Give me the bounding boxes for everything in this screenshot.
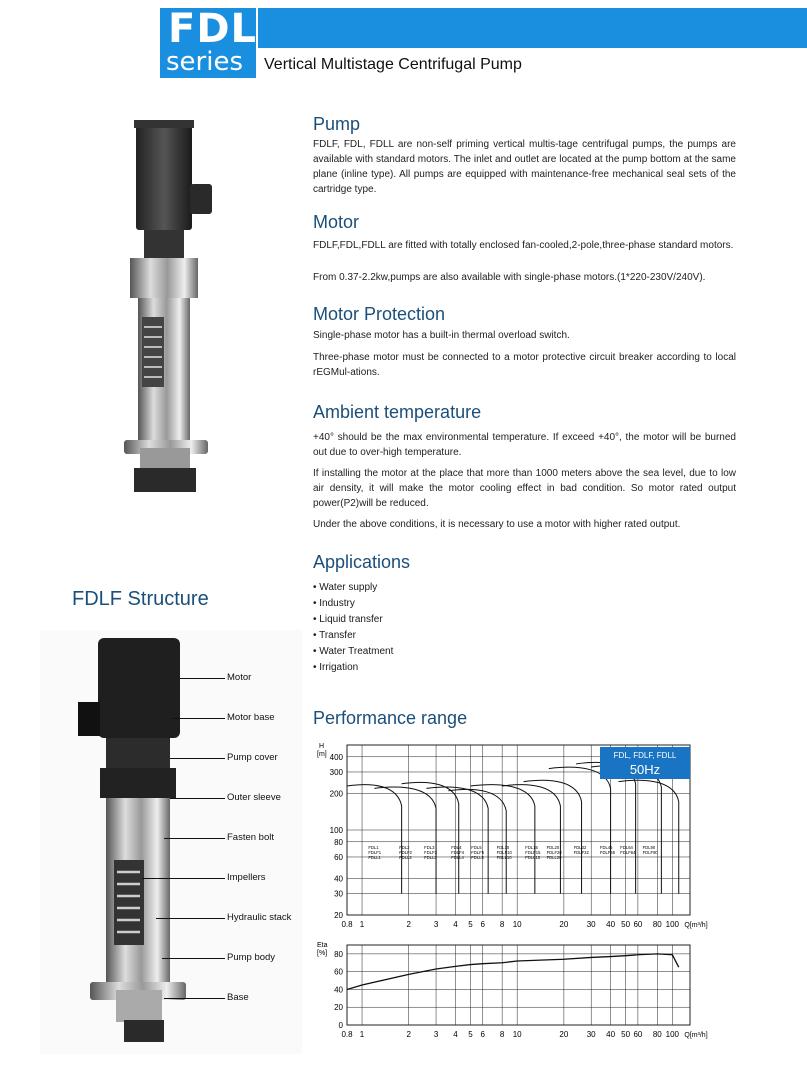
- y-tick-label: 80: [334, 837, 343, 847]
- series-label: FDL32: [573, 844, 587, 850]
- series-label: FDL4: [451, 844, 462, 850]
- leader-line: [164, 998, 225, 999]
- x-tick-label: 80: [652, 920, 662, 929]
- x-tick-label: 60: [633, 1030, 643, 1039]
- x-tick-label: 50: [621, 1030, 631, 1039]
- y-tick-label: 100: [329, 826, 343, 835]
- y-tick-label: 30: [334, 889, 343, 899]
- series-label: FDLF90: [642, 849, 658, 855]
- y-axis-unit: [m]: [317, 751, 327, 758]
- leader-line: [156, 918, 225, 919]
- x-tick-label: 20: [559, 1030, 569, 1039]
- list-item: • Industry: [313, 596, 393, 612]
- list-item: • Irrigation: [313, 660, 393, 676]
- leader-line: [142, 878, 225, 879]
- logo-fdl-text: FDL: [168, 6, 258, 52]
- series-label: FDLF3: [424, 849, 437, 855]
- x-tick-label: 100: [665, 920, 680, 929]
- structure-label-motor-base: Motor base: [227, 712, 275, 723]
- structure-label-pump-cover: Pump cover: [227, 752, 278, 763]
- x-tick-label: 60: [633, 920, 643, 929]
- applications-list: [313, 580, 393, 676]
- series-label: FDL45: [599, 844, 613, 850]
- x-axis-label: Q[m³/h]: [684, 1032, 708, 1039]
- structure-figure: [40, 630, 302, 1054]
- eta-plot-frame: [347, 945, 690, 1025]
- series-label: FDLF20: [546, 849, 562, 855]
- logo-series-text: series: [166, 47, 243, 77]
- x-tick-label: 80: [652, 1030, 662, 1039]
- list-item: • Liquid transfer: [313, 612, 393, 628]
- series-label: FDLL15: [525, 854, 541, 860]
- series-label: FDLL5: [471, 854, 484, 860]
- structure-label-motor: Motor: [227, 672, 252, 683]
- motor-protection-heading: Motor Protection: [313, 304, 446, 324]
- series-label: FDL90: [642, 844, 656, 850]
- x-tick-label: 6: [480, 1030, 485, 1039]
- structure-label-pump-body: Pump body: [227, 952, 276, 963]
- y-axis-unit: [%]: [317, 950, 328, 957]
- performance-heading: Performance range: [313, 708, 468, 728]
- list-item: • Water Treatment: [313, 644, 393, 660]
- leader-line: [172, 718, 225, 719]
- ambient-paragraph-3: Under the above conditions, it is necessary to use a motor with higher rated output.: [313, 519, 681, 530]
- y-tick-label: 0: [338, 1021, 343, 1030]
- y-tick-label: 20: [334, 1003, 343, 1013]
- series-label: FDLF45: [599, 849, 616, 855]
- x-tick-label: 30: [586, 1030, 596, 1039]
- x-tick-label: 2: [406, 920, 411, 929]
- list-item: • Transfer: [313, 628, 393, 644]
- list-item: • Water supply: [313, 580, 393, 596]
- structure-label-fasten-bolt: Fasten bolt: [227, 832, 274, 843]
- leader-line: [170, 798, 225, 799]
- series-logo: [160, 8, 258, 78]
- motor-paragraph-1: FDLF,FDL,FDLL are fitted with totally enclosed fan-cooled,2-pole,three-phase standard motors.: [313, 240, 734, 251]
- x-tick-label: 1: [359, 920, 365, 929]
- pump-heading: Pump: [313, 114, 361, 134]
- x-tick-label: 3: [433, 920, 439, 929]
- series-label: FDL5: [471, 844, 482, 850]
- leader-line: [162, 958, 225, 959]
- x-tick-label: 8: [499, 1030, 505, 1039]
- pump-description: FDLF, FDL, FDLL are non-self priming vertical multis-tage centrifugal pumps, the pumps are available with standard motors. The inlet and outlet are located at the pump bottom at the same plane (inline type). All pumps are equipped with maintenance-free mechanical seal sets of the cartridge type.: [313, 139, 736, 195]
- x-tick-label: 4: [453, 1030, 458, 1039]
- y-tick-label: 300: [329, 767, 343, 777]
- y-tick-label: 60: [334, 967, 343, 977]
- structure-label-impellers: Impellers: [227, 872, 266, 883]
- pump-photo: [118, 112, 218, 497]
- x-tick-label: 4: [453, 920, 458, 929]
- applications-heading: Applications: [313, 552, 411, 572]
- legend-title: FDL, FDLF, FDLL: [613, 751, 677, 760]
- series-label: FDLL10: [496, 854, 512, 860]
- series-label: FDLF1: [368, 849, 382, 855]
- x-tick-label: 8: [499, 920, 505, 929]
- series-label: FDL10: [496, 844, 510, 850]
- x-tick-label: 10: [512, 920, 522, 929]
- y-tick-label: 40: [334, 874, 343, 884]
- series-label: FDLL4: [451, 854, 464, 860]
- legend-frequency: 50Hz: [629, 762, 661, 777]
- x-tick-label: 0.8: [341, 920, 353, 929]
- series-label: FDLF64: [620, 849, 636, 855]
- structure-label-outer-sleeve: Outer sleeve: [227, 792, 281, 803]
- series-label: FDLF15: [525, 849, 541, 855]
- y-axis-label: Eta: [317, 942, 328, 949]
- series-label: FDL64: [620, 844, 633, 850]
- x-tick-label: 40: [606, 920, 616, 929]
- page-subtitle: Vertical Multistage Centrifugal Pump: [264, 56, 522, 73]
- series-label: FDL20: [546, 844, 560, 850]
- x-tick-label: 5: [468, 920, 473, 929]
- leader-line: [164, 838, 225, 839]
- y-tick-label: 40: [334, 985, 343, 995]
- series-label: FDL2: [399, 844, 410, 850]
- y-tick-label: 200: [329, 789, 343, 799]
- protection-paragraph-2: Three-phase motor must be connected to a motor protective circuit breaker according to local rEGMul-ations.: [313, 352, 736, 378]
- x-tick-label: 30: [586, 920, 596, 929]
- series-label: FDLF32: [573, 849, 589, 855]
- ambient-paragraph-2: If installing the motor at the place that more than 1000 meters above the sea level, due to low air density, it will make the motor cooling effect in bad condition. So motor rated output power(P2)will be reduced.: [313, 468, 736, 509]
- series-label: FDLF4: [451, 849, 465, 855]
- y-tick-label: 20: [334, 911, 343, 920]
- series-label: FDL1: [368, 844, 379, 850]
- series-label: FDLL3: [424, 854, 437, 860]
- motor-paragraph-2: From 0.37-2.2kw,pumps are also available with single-phase motors.(1*220-230V/240V).: [313, 272, 706, 283]
- x-tick-label: 10: [512, 1030, 522, 1039]
- x-tick-label: 5: [468, 1030, 473, 1039]
- protection-paragraph-1: Single-phase motor has a built-in thermal overload switch.: [313, 330, 570, 341]
- y-tick-label: 60: [334, 852, 343, 862]
- y-axis-label: H: [319, 743, 325, 750]
- ambient-heading: Ambient temperature: [313, 402, 482, 422]
- leader-line: [180, 678, 225, 679]
- leader-line: [170, 758, 225, 759]
- performance-chart: [305, 740, 708, 1040]
- x-axis-label: Q[m³/h]: [684, 922, 708, 929]
- ambient-paragraph-1: +40° should be the max environmental temperature. If exceed +40°, the motor will be burned out due to over-high temperature.: [313, 432, 736, 458]
- x-tick-label: 1: [359, 1030, 365, 1039]
- series-label: FDLF10: [496, 849, 512, 855]
- x-tick-label: 40: [606, 1030, 616, 1039]
- series-label: FDLF2: [399, 849, 413, 855]
- series-label: FDLL2: [399, 854, 412, 860]
- x-tick-label: 100: [665, 1030, 680, 1039]
- motor-heading: Motor: [313, 212, 360, 232]
- series-label: FDL15: [525, 844, 538, 850]
- x-tick-label: 50: [621, 920, 631, 929]
- y-tick-label: 400: [329, 752, 343, 762]
- structure-heading: FDLF Structure: [72, 588, 209, 610]
- x-tick-label: 20: [559, 920, 569, 929]
- structure-label-base: Base: [227, 992, 249, 1003]
- x-tick-label: 0.8: [341, 1030, 353, 1039]
- series-label: FDLL20: [546, 854, 562, 860]
- x-tick-label: 2: [406, 1030, 411, 1039]
- x-tick-label: 3: [433, 1030, 439, 1039]
- structure-label-hydraulic-stack: Hydraulic stack: [227, 912, 292, 923]
- series-label: FDL3: [424, 844, 435, 850]
- y-tick-label: 80: [334, 949, 343, 959]
- x-tick-label: 6: [480, 920, 485, 929]
- series-label: FDLF5: [471, 849, 485, 855]
- series-label: FDLL1: [368, 854, 381, 860]
